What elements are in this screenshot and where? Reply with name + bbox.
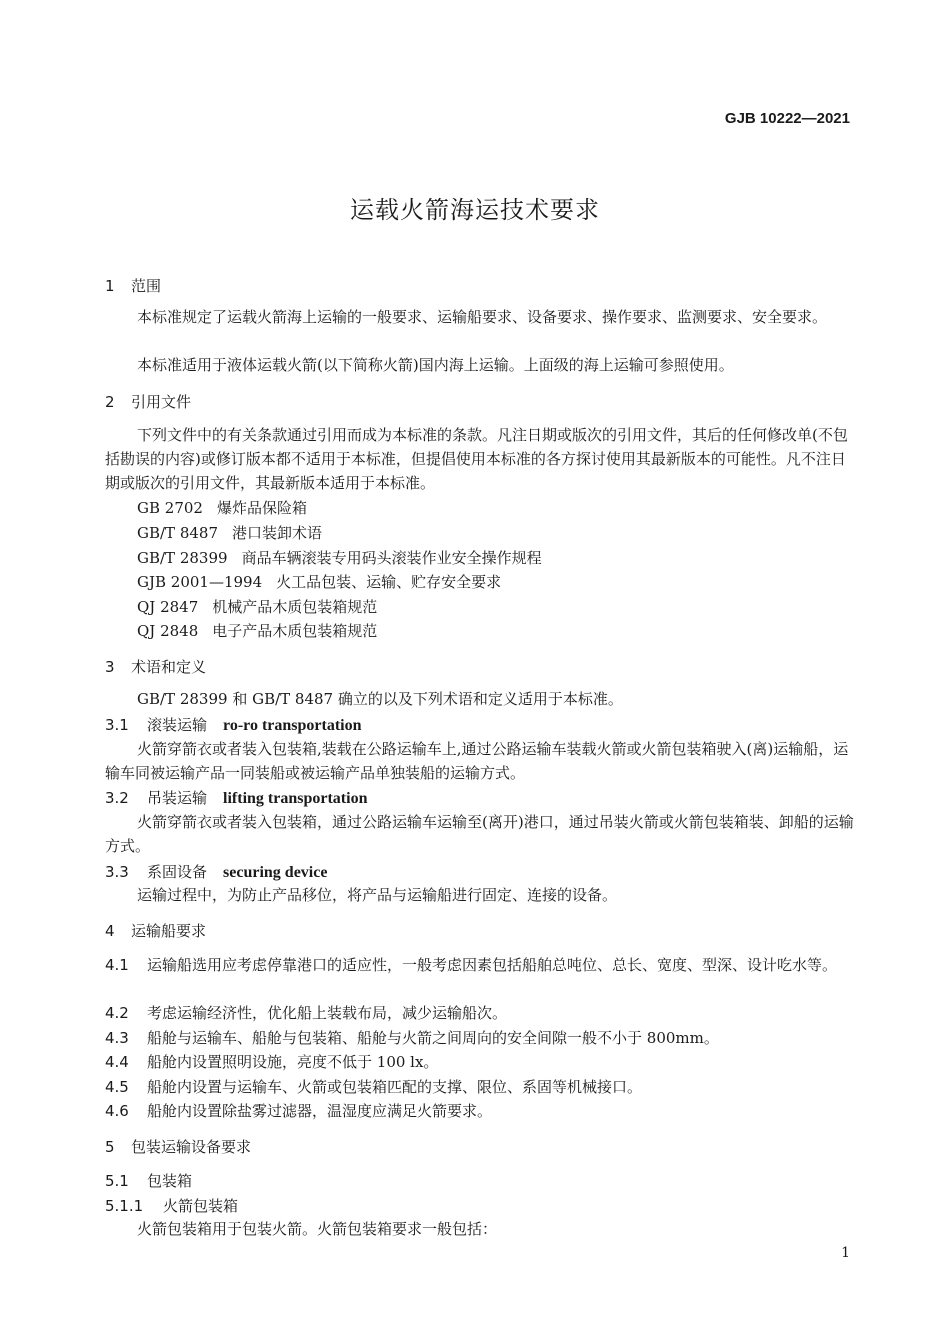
clause-text: 船舱与运输车、船舱与包装箱、船舱与火箭之间周向的安全间隙一般不小于 800mm。 bbox=[147, 1029, 719, 1047]
section-title: 运输船要求 bbox=[131, 922, 207, 940]
clause bbox=[105, 1100, 492, 1121]
clause-text: 船舱内设置除盐雾过滤器，温湿度应满足火箭要求。 bbox=[147, 1102, 493, 1120]
paragraph: 下列文件中的有关条款通过引用而成为本标准的条款。凡注日期或版次的引用文件，其后的任何修改单(不包括勘误的内容)或修订版本都不适用于本标准，但提倡使用本标准的各方探讨使用其最新版本的可能性。凡不注日期或版次的引用文件，其最新版本适用于本标准。 bbox=[105, 426, 848, 492]
clause-number: 4.6 bbox=[105, 1102, 129, 1120]
term-definition: 火箭穿箭衣或者装入包装箱,装载在公路运输车上,通过公路运输车装载火箭或火箭包装箱驶入(离)运输船，运输车同被运输产品一同装船或被运输产品单独装船的运输方式。 bbox=[105, 740, 849, 782]
section-title: 包装运输设备要求 bbox=[131, 1138, 252, 1156]
section-number: 2 bbox=[105, 393, 115, 411]
clause-number: 4.5 bbox=[105, 1078, 129, 1096]
term-definition: 火箭穿箭衣或者装入包装箱，通过公路运输车运输至(离开)港口，通过吊装火箭或火箭包装箱装、卸船的运输方式。 bbox=[105, 813, 854, 855]
term-chinese: 吊装运输 bbox=[147, 789, 208, 807]
reference-title: 商品车辆滚装专用码头滚装作业安全操作规程 bbox=[241, 549, 542, 567]
section-4-heading bbox=[105, 920, 206, 941]
section-number: 1 bbox=[105, 277, 115, 295]
term-definition: 运输过程中，为防止产品移位，将产品与运输船进行固定、连接的设备。 bbox=[137, 886, 618, 904]
section-3-heading bbox=[105, 656, 206, 677]
reference-item bbox=[137, 620, 377, 641]
standard-code: GJB 10222—2021 bbox=[724, 110, 850, 127]
reference-code: GB 2702 bbox=[137, 499, 203, 517]
clause-number: 4.1 bbox=[105, 956, 129, 974]
section-title: 范围 bbox=[131, 277, 162, 295]
reference-title: 电子产品木质包装箱规范 bbox=[212, 622, 378, 640]
term-number: 3.1 bbox=[105, 716, 129, 734]
reference-item bbox=[137, 596, 377, 617]
term-heading bbox=[105, 787, 367, 808]
reference-code: GB/T 8487 bbox=[137, 524, 219, 542]
subsection-title: 包装箱 bbox=[147, 1172, 193, 1190]
term-number: 3.2 bbox=[105, 789, 129, 807]
clause bbox=[105, 1051, 438, 1072]
reference-title: 爆炸品保险箱 bbox=[216, 499, 307, 517]
subsection-number: 5.1 bbox=[105, 1172, 129, 1190]
paragraph: GB/T 28399 和 GB/T 8487 确立的以及下列术语和定义适用于本标准。 bbox=[137, 690, 623, 708]
paragraph: 火箭包装箱用于包装火箭。火箭包装箱要求一般包括： bbox=[137, 1220, 498, 1238]
reference-code: GJB 2001—1994 bbox=[137, 573, 263, 591]
term-english: securing device bbox=[223, 864, 328, 881]
reference-title: 港口装卸术语 bbox=[232, 524, 323, 542]
reference-code: GB/T 28399 bbox=[137, 549, 228, 567]
section-5-heading bbox=[105, 1136, 251, 1157]
paragraph: 本标准适用于液体运载火箭(以下简称火箭)国内海上运输。上面级的海上运输可参照使用。 bbox=[137, 356, 734, 374]
clause-text: 船舱内设置照明设施，亮度不低于 100 lx。 bbox=[147, 1053, 439, 1071]
clause-text: 考虑运输经济性，优化船上装载布局，减少运输船次。 bbox=[147, 1004, 508, 1022]
clause-text: 船舱内设置与运输车、火箭或包装箱匹配的支撑、限位、系固等机械接口。 bbox=[147, 1078, 643, 1096]
clause bbox=[105, 953, 855, 977]
subsubsection-title: 火箭包装箱 bbox=[163, 1197, 239, 1215]
section-number: 5 bbox=[105, 1138, 115, 1156]
section-title: 术语和定义 bbox=[131, 658, 207, 676]
reference-code: QJ 2847 bbox=[137, 598, 199, 616]
clause bbox=[105, 1027, 719, 1048]
subsubsection-number: 5.1.1 bbox=[105, 1197, 144, 1215]
clause-number: 4.2 bbox=[105, 1004, 129, 1022]
paragraph: 本标准规定了运载火箭海上运输的一般要求、运输船要求、设备要求、操作要求、监测要求、安全要求。 bbox=[137, 308, 828, 326]
term-chinese: 系固设备 bbox=[147, 863, 208, 881]
section-2-heading bbox=[105, 391, 191, 412]
term-number: 3.3 bbox=[105, 863, 129, 881]
section-number: 4 bbox=[105, 922, 115, 940]
reference-item bbox=[137, 522, 322, 543]
reference-item bbox=[137, 571, 501, 592]
reference-item bbox=[137, 547, 542, 568]
section-1-heading bbox=[105, 275, 161, 296]
term-english: lifting transportation bbox=[223, 790, 368, 807]
reference-code: QJ 2848 bbox=[137, 622, 199, 640]
subsubsection-heading bbox=[105, 1195, 238, 1216]
clause-text: 运输船选用应考虑停靠港口的适应性，一般考虑因素包括船舶总吨位、总长、宽度、型深、设计吃水等。 bbox=[147, 956, 838, 974]
term-chinese: 滚装运输 bbox=[147, 716, 208, 734]
section-title: 引用文件 bbox=[131, 393, 192, 411]
reference-title: 机械产品木质包装箱规范 bbox=[212, 598, 378, 616]
clause bbox=[105, 1002, 507, 1023]
term-heading bbox=[105, 861, 327, 882]
document-title: 运载火箭海运技术要求 bbox=[350, 196, 600, 224]
subsection-heading bbox=[105, 1170, 192, 1191]
reference-title: 火工品包装、运输、贮存安全要求 bbox=[276, 573, 502, 591]
term-heading bbox=[105, 714, 362, 735]
term-english: ro-ro transportation bbox=[223, 717, 362, 734]
page-number: 1 bbox=[841, 1245, 850, 1261]
section-number: 3 bbox=[105, 658, 115, 676]
clause-number: 4.4 bbox=[105, 1053, 129, 1071]
reference-item bbox=[137, 497, 307, 518]
clause bbox=[105, 1076, 642, 1097]
clause-number: 4.3 bbox=[105, 1029, 129, 1047]
